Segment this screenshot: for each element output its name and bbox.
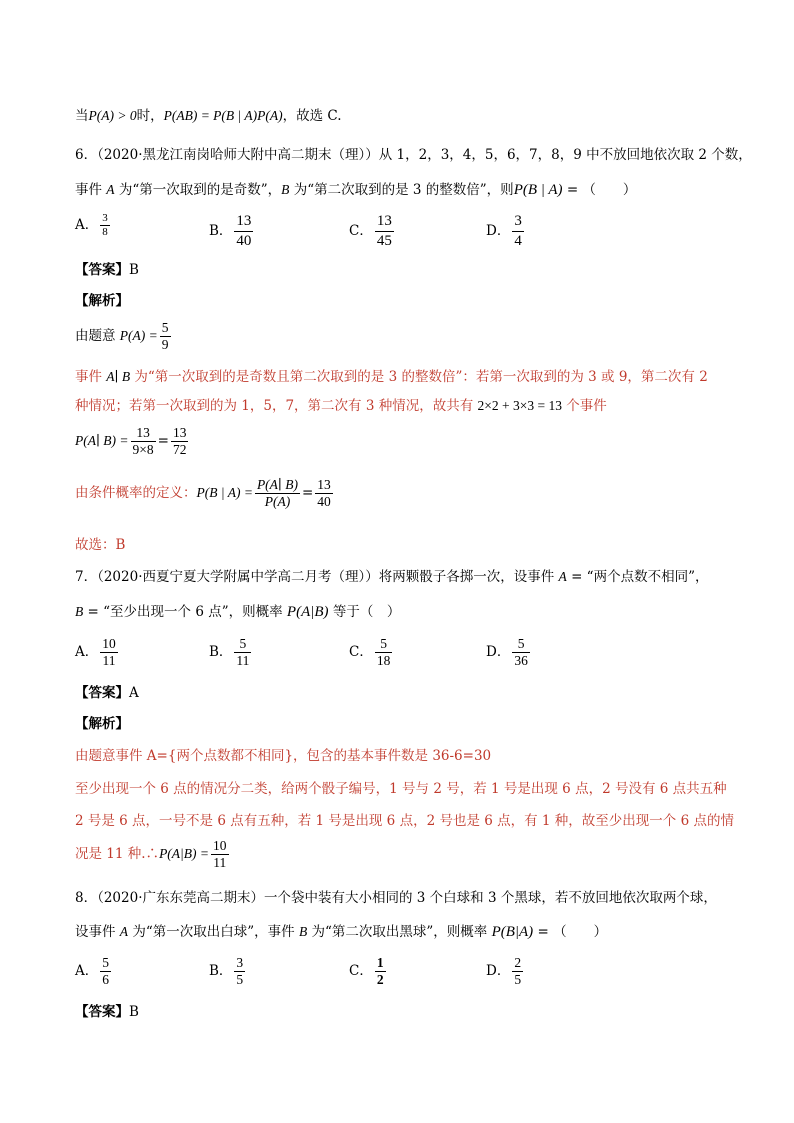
q8-option-a: A． $\frac{5}{6}$ <box>75 955 109 987</box>
q7-analysis-label: 【解析】 <box>75 716 129 732</box>
q7-stem-line2: B = “至少出现一个 6 点”，则概率 P(A|B) 等于（ ） <box>75 604 401 620</box>
q6-step-prob-a: 由题意 P(A) = $\frac{5}{9}$ <box>75 320 169 352</box>
q6-analysis-label: 【解析】 <box>75 293 129 309</box>
q6-conclusion: 故选：B <box>75 537 126 553</box>
q8-stem-line2: 设事件 A 为“第一次取出白球”，事件 B 为“第二次取出黑球”，则概率 P(B|A) = （ ） <box>75 924 608 940</box>
q6-stem-line2: 事件 A 为“第一次取到的是奇数”，B 为“第二次取到的是 3 的整数倍”，则P(B | A) = （ ） <box>75 182 637 198</box>
q7-step-4: 况是 11 种.∴P(A|B) = $\frac{10}{11}$ <box>75 838 227 870</box>
q6-stem-line1: 6．（2020·黑龙江南岗哈师大附中高二期末（理））从 1，2，3，4，5，6，7，8，9 中不放回地依次取 2 个数， <box>75 147 752 163</box>
q8-answer: 【答案】B <box>75 1004 139 1020</box>
q6-step-count: 种情况；若第一次取到的为 1，5，7，第二次有 3 种情况，故共有 2×2 + 3×3 = 13 个事件 <box>75 398 607 414</box>
q8-option-c: C． $\frac{1}{2}$ <box>349 955 384 987</box>
q5-conclusion: 当P(A) > 0时，P(AB) = P(B | A)P(A)，故选 C. <box>75 108 342 124</box>
q7-option-b: B． $\frac{5}{11}$ <box>209 636 250 668</box>
q8-stem-line1: 8．（2020·广东东莞高二期末）一个袋中装有大小相同的 3 个白球和 3 个黑球，若不放回地依次取两个球， <box>75 890 717 906</box>
q7-option-a: A． $\frac{10}{11}$ <box>75 636 116 668</box>
q6-option-a: A． $\frac{3}{8}$ <box>75 212 108 238</box>
q7-option-c: C． $\frac{5}{18}$ <box>349 636 391 668</box>
q7-step-3: 2 号是 6 点，一号不是 6 点有五种，若 1 号是出现 6 点，2 号也是 6 点，有 1 种，故至少出现一个 6 点的情 <box>75 813 734 829</box>
q7-answer: 【答案】A <box>75 685 139 701</box>
q7-option-d: D． $\frac{5}{36}$ <box>486 636 528 668</box>
q6-answer: 【答案】B <box>75 262 139 278</box>
q6-option-c: C． $\frac{13}{45}$ <box>349 213 392 249</box>
q7-stem-line1: 7．（2020·西夏宁夏大学附属中学高二月考（理））将两颗骰子各掷一次，设事件 A = “两个点数不相同”， <box>75 569 709 585</box>
q8-option-d: D． $\frac{2}{5}$ <box>486 955 522 987</box>
q7-step-1: 由题意事件 A={两个点数都不相同}，包含的基本事件数是 36-6=30 <box>75 748 492 764</box>
q6-step-prob-ab: P(A∣ B) = $\frac{13}{9\times 8}$ = $\frac{13}{72}$ <box>75 425 187 457</box>
q6-step-definition: 由条件概率的定义：P(B | A) = $\frac{P(A∣ B)}{P(A)}$ = $\frac{13}{40}$ <box>75 477 331 509</box>
q6-step-event-ab: 事件 A∣ B 为“第一次取到的是奇数且第二次取到的是 3 的整数倍”：若第一次取到的为 3 或 9，第二次有 2 <box>75 369 708 385</box>
q6-option-b: B． $\frac{13}{40}$ <box>209 213 252 249</box>
q7-step-2: 至少出现一个 6 点的情况分二类，给两个骰子编号，1 号与 2 号，若 1 号是出现 6 点，2 号没有 6 点共五种 <box>75 781 727 797</box>
q6-option-d: D． $\frac{3}{4}$ <box>486 213 522 249</box>
q8-option-b: B． $\frac{3}{5}$ <box>209 955 244 987</box>
